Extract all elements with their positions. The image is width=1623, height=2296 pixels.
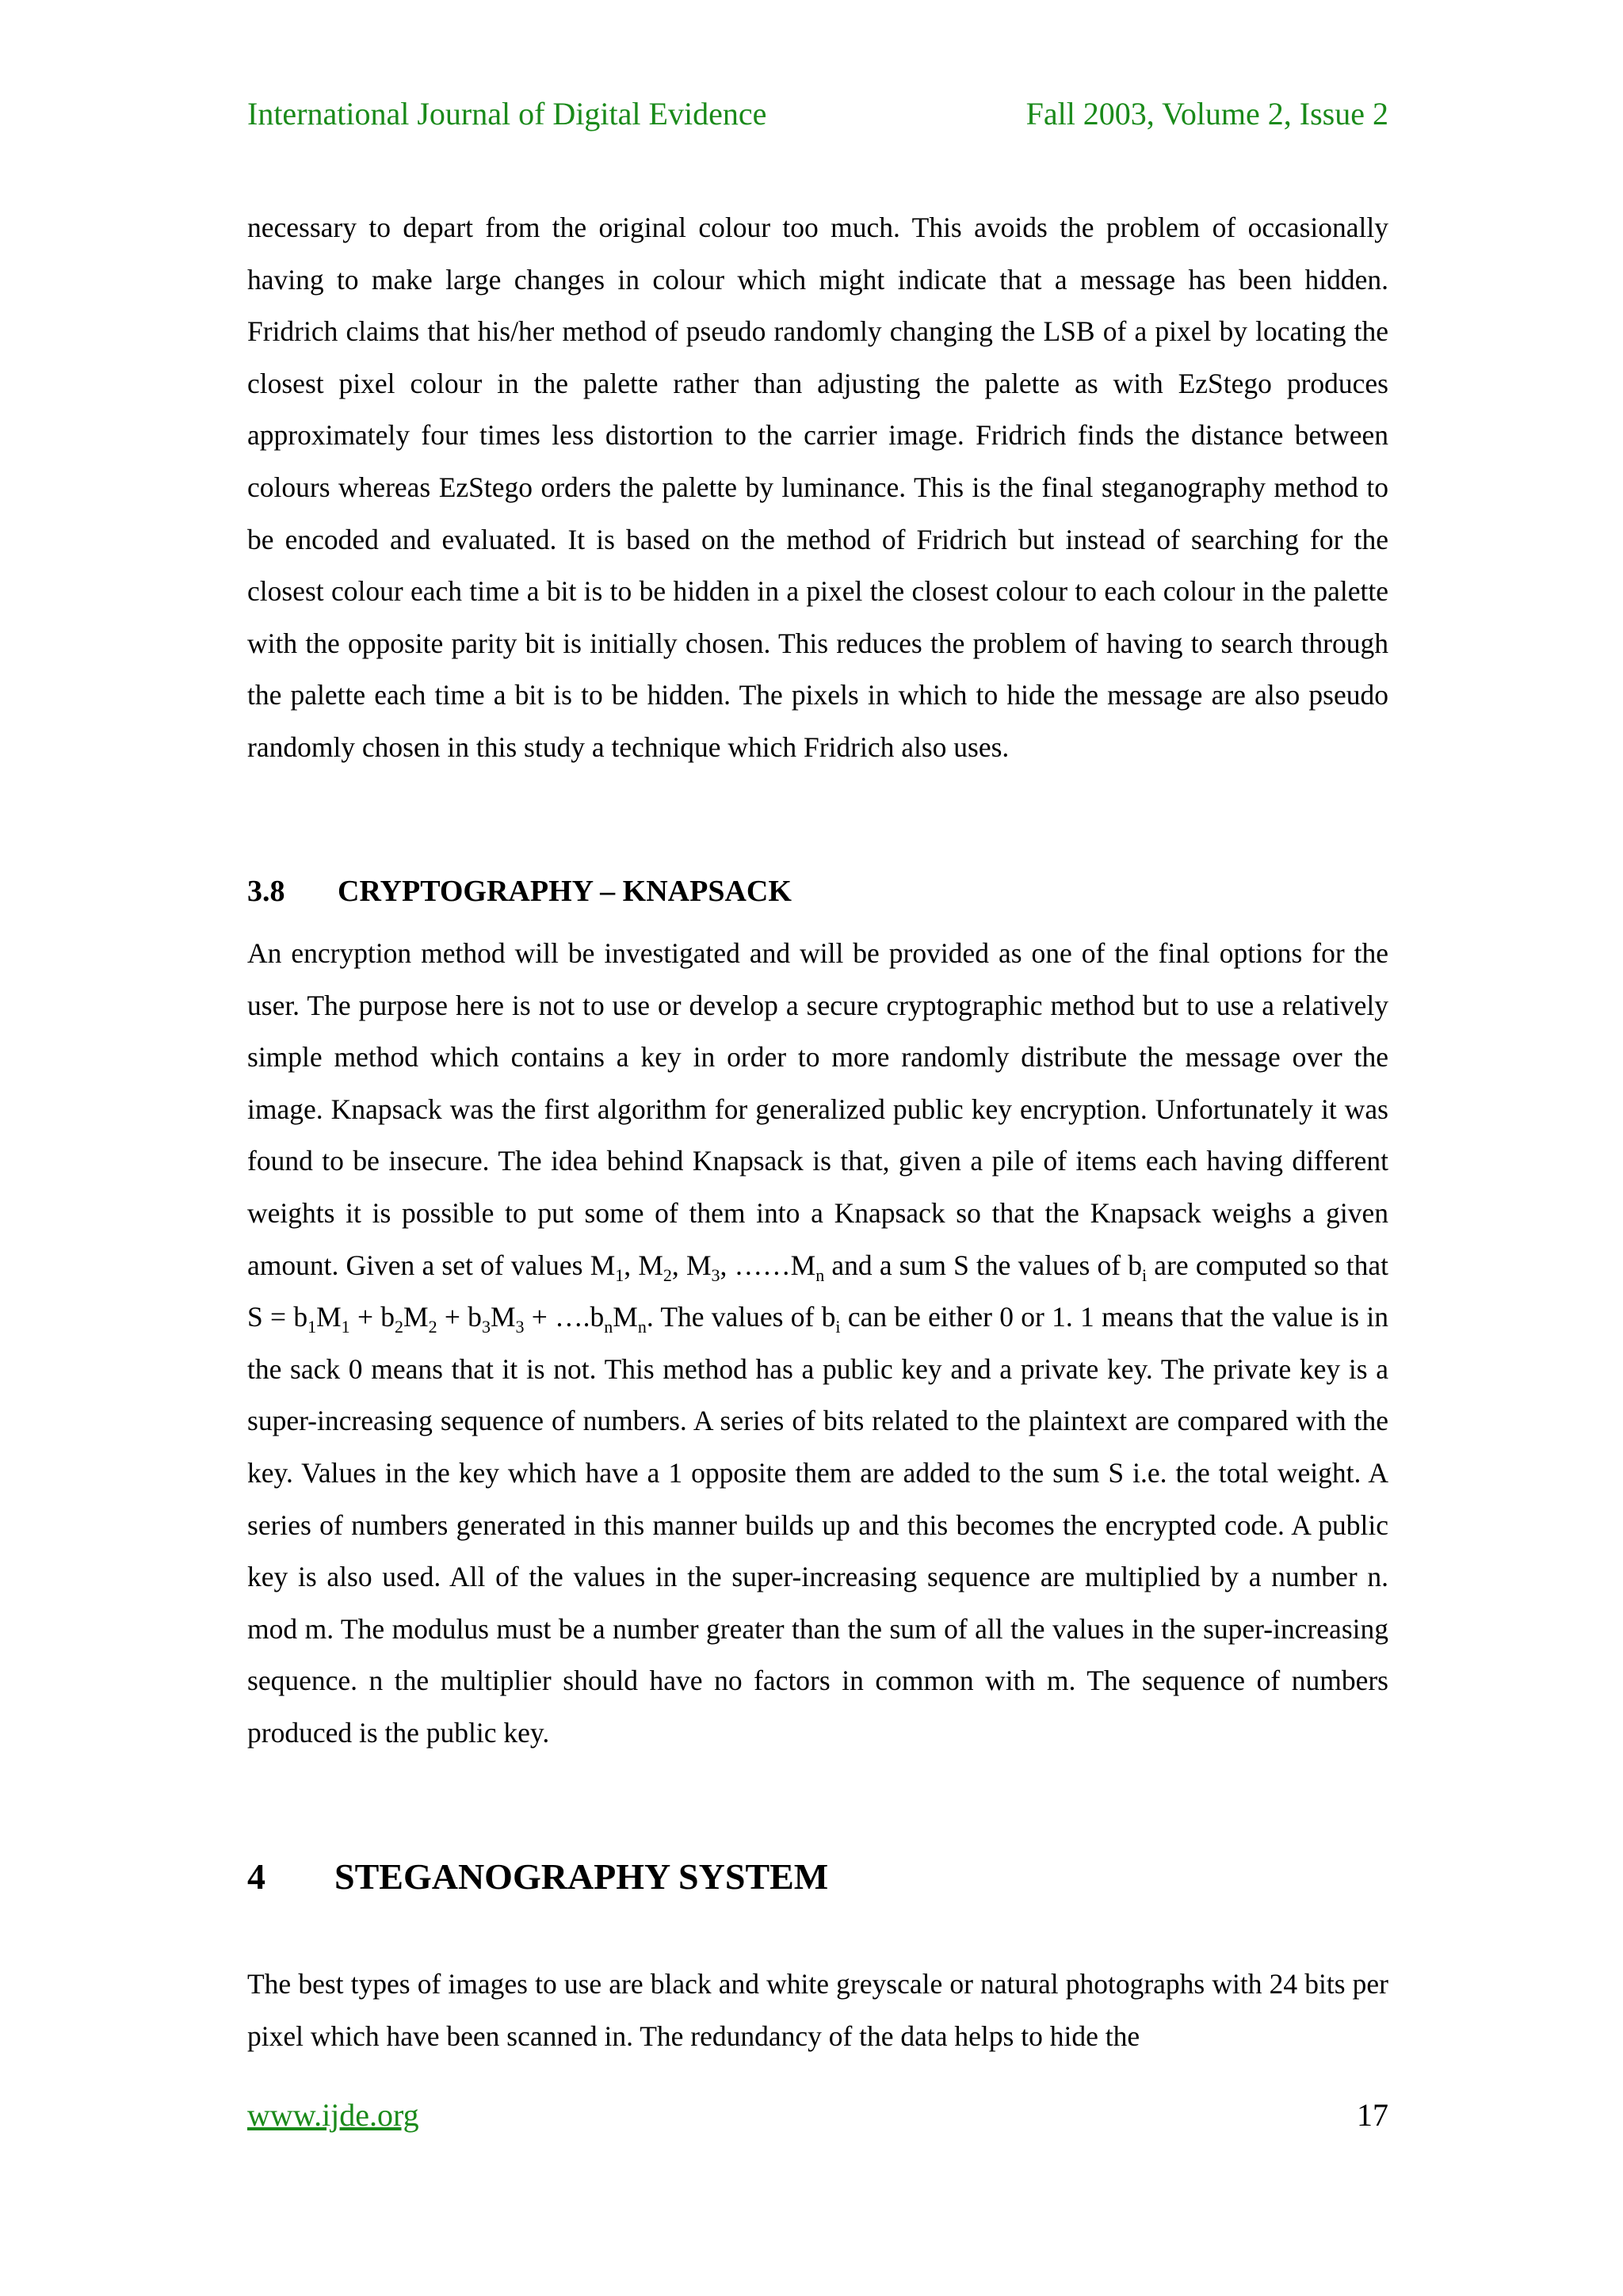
section-number: 3.8	[247, 875, 285, 908]
paragraph-text: An encryption method will be investigated and will be provided as one of the final options for the user. The purpose here is not to use or develop a secure cryptographic method but to use a relatively simple method which contains a key in order to more randomly distribute the message over the image. Knapsack was the first algorithm for generalized public key encryption. Unfortunately it was found to be insecure. The idea behind Knapsack is that, given a pile of items each having different weights it is possible to put some of them into a Knapsack so that the Knapsack weighs a given amount. Given a set of values $M_1$, $M_2$, $M_3$, $\dots\dots M_n$ and a sum S the values of $b_i$ are computed so that $S = b_1M_1 + b_2M_2 + b_3M_3$ + $\dots.b_nM_n$. The values of $b_i$ can be either 0 or 1. 1 means that the value is in the sack 0 means that it is not. This method has a public key and a private key. The private key is a super-increasing sequence of numbers. A series of bits related to the plaintext are compared with the key. Values in the key which have a 1 opposite them are added to the sum S i.e. the total weight. A series of numbers generated in this manner builds up and this becomes the encrypted code. A public key is also used. All of the values in the super-increasing sequence are multiplied by a number n. mod m. The modulus must be a number greater than the sum of all the values in the super-increasing sequence. n the multiplier should have no factors in common with m. The sequence of numbers produced is the public key.	[247, 937, 1388, 1749]
paragraph-text: necessary to depart from the original colour too much. This avoids the problem of occasionally having to make large changes in colour which might indicate that a message has been hidden. Fridrich claims that his/her method of pseudo randomly changing the LSB of a pixel by locating the closest pixel colour in the palette rather than adjusting the palette as with EzStego produces approximately four times less distortion to the carrier image. Fridrich finds the distance between colours whereas EzStego orders the palette by luminance. This is the final steganography method to be encoded and evaluated. It is based on the method of Fridrich but instead of searching for the closest colour each time a bit is to be hidden in a pixel the closest colour to each colour in the palette with the opposite parity bit is initially chosen. This reduces the problem of having to search through the palette each time a bit is to be hidden. The pixels in which to hide the message are also pseudo randomly chosen in this study a technique which Fridrich also uses.	[247, 212, 1388, 763]
journal-website-link[interactable]: www.ijde.org	[247, 2097, 419, 2133]
section-heading-3-8	[247, 876, 792, 906]
section-number: 4	[247, 1856, 265, 1897]
paragraph-knapsack	[247, 928, 1388, 1760]
page-number: 17	[1357, 2097, 1388, 2133]
issue-info: Fall 2003, Volume 2, Issue 2	[1025, 96, 1388, 132]
section-heading-4	[247, 1856, 829, 1897]
section-title: CRYPTOGRAPHY – KNAPSACK	[338, 875, 792, 908]
paragraph-system	[247, 1958, 1388, 2062]
section-title: STEGANOGRAPHY SYSTEM	[334, 1856, 829, 1897]
journal-title: International Journal of Digital Evidence	[247, 96, 767, 132]
paragraph-text: The best types of images to use are black and white greyscale or natural photographs with 24 bits per pixel which have been scanned in. The redundancy of the data helps to hide the	[247, 1968, 1388, 2052]
paragraph-fridrich	[247, 202, 1388, 774]
